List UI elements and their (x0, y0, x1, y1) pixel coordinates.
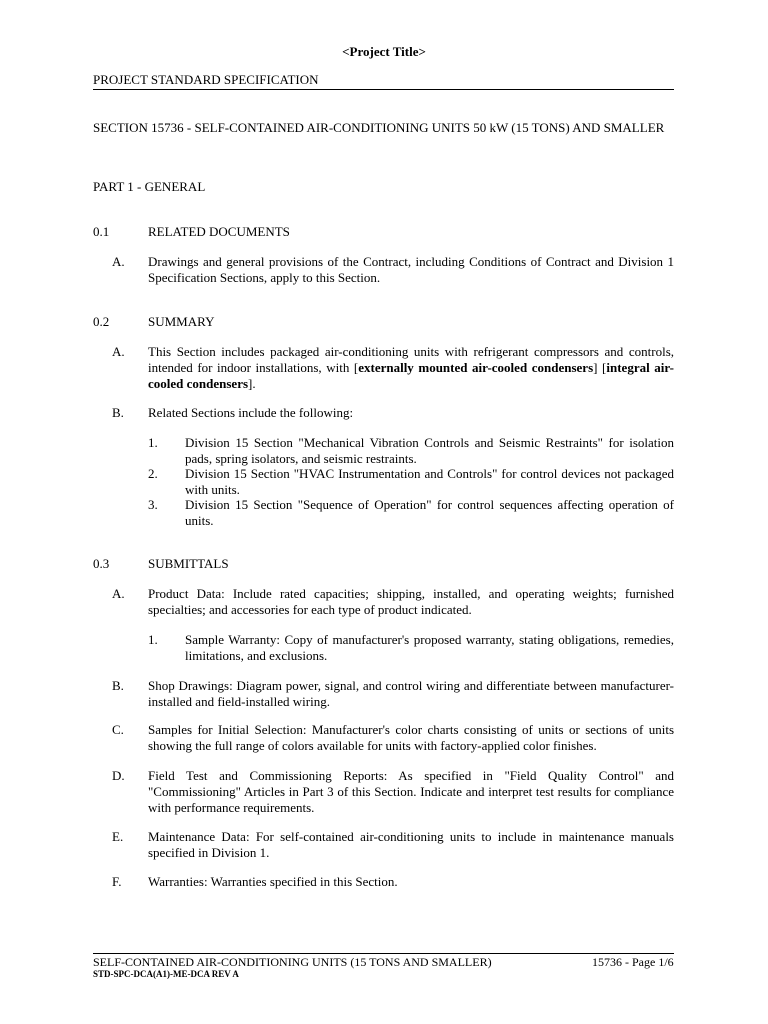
article-title-submittals: SUBMITTALS (148, 556, 229, 571)
footer-title: SELF-CONTAINED AIR-CONDITIONING UNITS (15 TONS AND SMALLER) (93, 955, 492, 969)
article-number-0-1: 0.1 (93, 224, 110, 239)
paragraph-text: Shop Drawings: Diagram power, signal, and control wiring and differentiate between manufacturer-installed and field-installed wiring. (148, 678, 674, 709)
spec-label: PROJECT STANDARD SPECIFICATION (93, 72, 319, 87)
part-heading: PART 1 - GENERAL (93, 179, 206, 194)
paragraph-letter: F. (112, 874, 122, 889)
article-number-0-2: 0.2 (93, 314, 110, 329)
bold-option: integral air-cooled condensers (148, 360, 674, 391)
text-run: ] [ (593, 360, 607, 375)
paragraph-text: Related Sections include the following: (148, 405, 354, 420)
header-divider (93, 89, 674, 90)
footer-divider (93, 953, 674, 954)
paragraph-text: Field Test and Commissioning Reports: As specified in "Field Quality Control" and "Commissioning" Articles in Part 3 of this Section. Indicate and interpret test results for compliance with performance requirements. (148, 768, 674, 815)
subparagraph-text: Division 15 Section "Mechanical Vibration Controls and Seismic Restraints" for isolation pads, spring isolators, and seismic restraints. (185, 435, 674, 466)
paragraph-letter: E. (112, 829, 124, 844)
subparagraph-number: 2. (148, 466, 158, 481)
paragraph-letter: A. (112, 254, 125, 269)
paragraph-letter: A. (112, 344, 125, 359)
paragraph-letter: A. (112, 586, 125, 601)
text-run: ]. (248, 376, 256, 391)
page-number: 15736 - Page 1/6 (592, 955, 674, 969)
paragraph-text: Product Data: Include rated capacities; shipping, installed, and operating weights; furnished specialties; and accessories for each type of product indicated. (148, 586, 674, 617)
paragraph-letter: B. (112, 405, 124, 420)
subparagraph-number: 3. (148, 497, 158, 512)
article-number-0-3: 0.3 (93, 556, 110, 571)
subparagraph-text: Sample Warranty: Copy of manufacturer's proposed warranty, stating obligations, remedies, limitations, and exclusions. (185, 632, 674, 663)
paragraph-letter: C. (112, 722, 124, 737)
paragraph-letter: B. (112, 678, 124, 693)
bold-option: externally mounted air-cooled condensers (358, 360, 594, 375)
subparagraph-text: Division 15 Section "HVAC Instrumentation and Controls" for control devices not packaged with units. (185, 466, 674, 497)
paragraph-letter: D. (112, 768, 125, 783)
paragraph-text: Samples for Initial Selection: Manufacturer's color charts consisting of units or sections of units showing the full range of colors available for units with factory-applied color finishes. (148, 722, 674, 753)
article-title-related-documents: RELATED DOCUMENTS (148, 224, 290, 239)
subparagraph-number: 1. (148, 632, 158, 647)
article-title-summary: SUMMARY (148, 314, 215, 329)
subparagraph-number: 1. (148, 435, 158, 450)
document-code: STD-SPC-DCA(A1)-ME-DCA REV A (93, 969, 239, 979)
project-title: <Project Title> (342, 44, 426, 59)
paragraph-text: Maintenance Data: For self-contained air-conditioning units to include in maintenance manuals specified in Division 1. (148, 829, 674, 860)
section-title: SECTION 15736 - SELF-CONTAINED AIR-CONDITIONING UNITS 50 kW (15 TONS) AND SMALLER (93, 120, 665, 135)
subparagraph-text: Division 15 Section "Sequence of Operation" for control sequences affecting operation of units. (185, 497, 674, 528)
paragraph-text: Drawings and general provisions of the Contract, including Conditions of Contract and Division 1 Specification Sections, apply to this Section. (148, 254, 674, 285)
paragraph-text: Warranties: Warranties specified in this Section. (148, 874, 398, 889)
paragraph-text (148, 344, 674, 392)
text-run: This Section includes packaged air-conditioning units with refrigerant compressors and controls, intended for indoor installations, with [ (148, 344, 674, 375)
